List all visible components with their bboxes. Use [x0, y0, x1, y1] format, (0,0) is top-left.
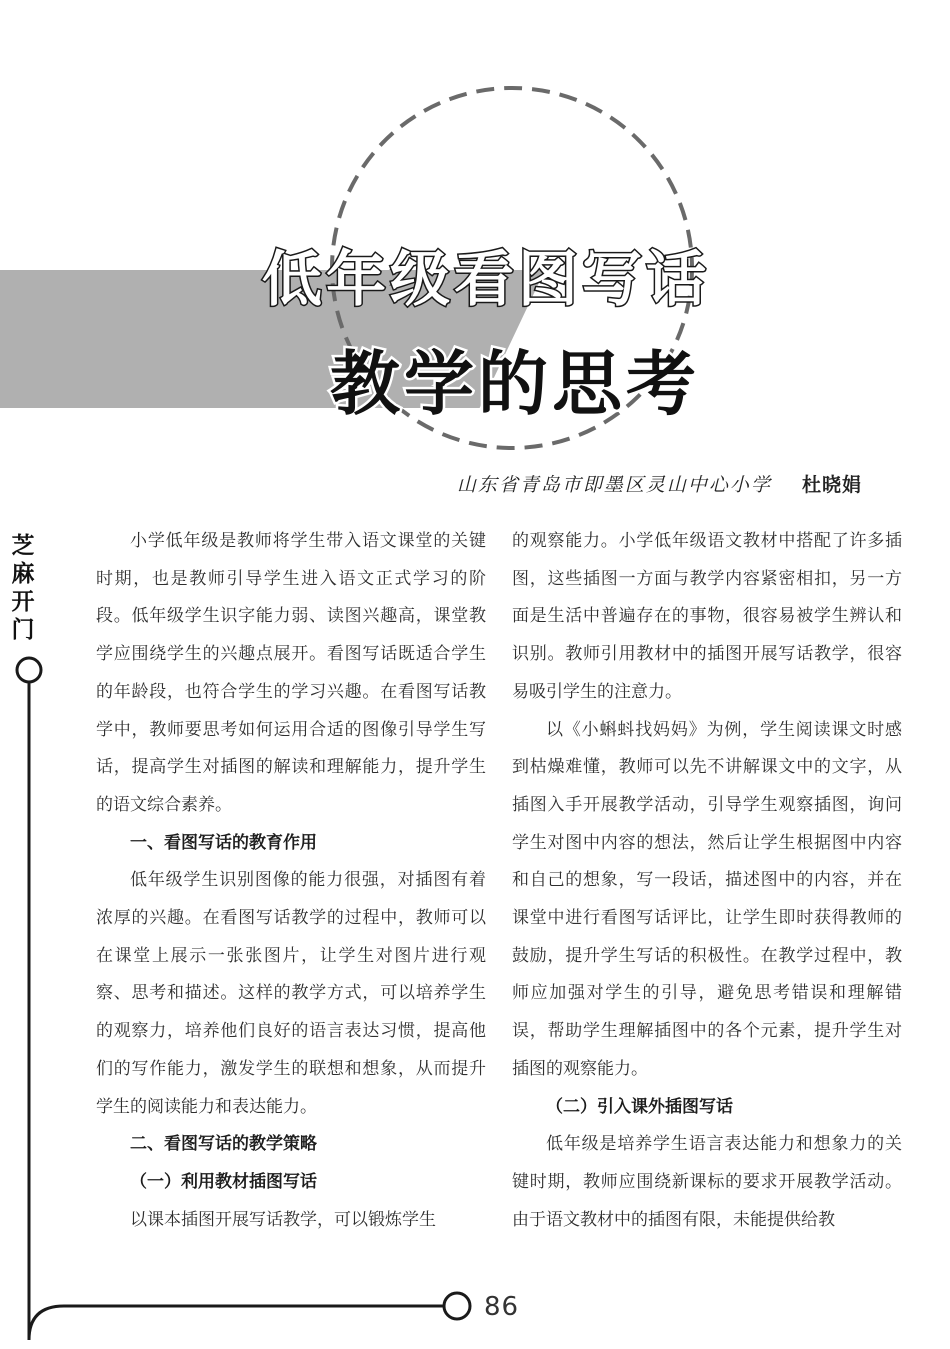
column-label-char: 芝: [11, 533, 35, 559]
paragraph: 低年级学生识别图像的能力很强，对插图有着浓厚的兴趣。在看图写话教学的过程中，教师可以在课堂上展示一张张图片，让学生对图片进行观察、思考和描述。这样的教学方式，可以培养学生的观察力，培养他们良好的语言表达习惯，提高他们的写作能力，激发学生的联想和想象，从而提升学生的阅读能力和表达能力。: [96, 870, 486, 1117]
left-column: [96, 523, 486, 1239]
paragraph: 以《小蝌蚪找妈妈》为例，学生阅读课文时感到枯燥难懂，教师可以先不讲解课文中的文字，从插图入手开展教学活动，引导学生观察插图，询问学生对图中内容的想法，然后让学生根据图中内容和自己的想象，写一段话，描述图中的内容，并在课堂中进行看图写话评比，让学生即时获得教师的鼓励，提升学生写话的积极性。在教学过程中，教师应加强对学生的引导，避免思考错误和理解错误，帮助学生理解插图中的各个元素，提升学生对插图的观察能力。: [512, 719, 902, 1079]
article-title-line2: 教学的思考: [330, 343, 700, 425]
paragraph-continued: 的观察能力。小学低年级语文教材中搭配了许多插图，这些插图一方面与教学内容紧密相扣，另一方面是生活中普遍存在的事物，很容易被学生辨认和识别。教师引用教材中的插图开展写话教学，很容易吸引学生的注意力。: [512, 531, 902, 702]
paragraph: 以课本插图开展写话教学，可以锻炼学生: [130, 1209, 436, 1230]
column-label-char: 麻: [11, 561, 35, 587]
subsection-heading: （一）利用教材插图写话: [130, 1171, 317, 1192]
section-heading: 二、看图写话的教学策略: [130, 1134, 317, 1155]
article-title-line1: 低年级看图写话: [262, 245, 710, 315]
paragraph: 小学低年级是教师将学生带入语文课堂的关键时期，也是教师引导学生进入语文正式学习的阶段。低年级学生识字能力弱、读图兴趣高，课堂教学应围绕学生的兴趣点展开。看图写话既适合学生的年龄段，也符合学生的学习兴趣。在看图写话教学中，教师要思考如何运用合适的图像引导学生写话，提高学生对插图的解读和理解能力，提升学生的语文综合素养。: [96, 531, 486, 815]
right-column: [512, 523, 902, 1239]
column-label-char: 开: [11, 589, 35, 615]
page-number: 86: [484, 1292, 520, 1322]
author-affiliation: 山东省青岛市即墨区灵山中心小学: [456, 474, 772, 496]
author-name: 杜晓娟: [801, 474, 862, 496]
section-heading: 一、看图写话的教育作用: [130, 832, 317, 853]
paragraph: 低年级是培养学生语言表达能力和想象力的关键时期，教师应围绕新课标的要求开展教学活动。由于语文教材中的插图有限，未能提供给教: [512, 1134, 902, 1230]
subsection-heading: （二）引入课外插图写话: [546, 1096, 733, 1117]
column-label-char: 门: [11, 617, 35, 643]
